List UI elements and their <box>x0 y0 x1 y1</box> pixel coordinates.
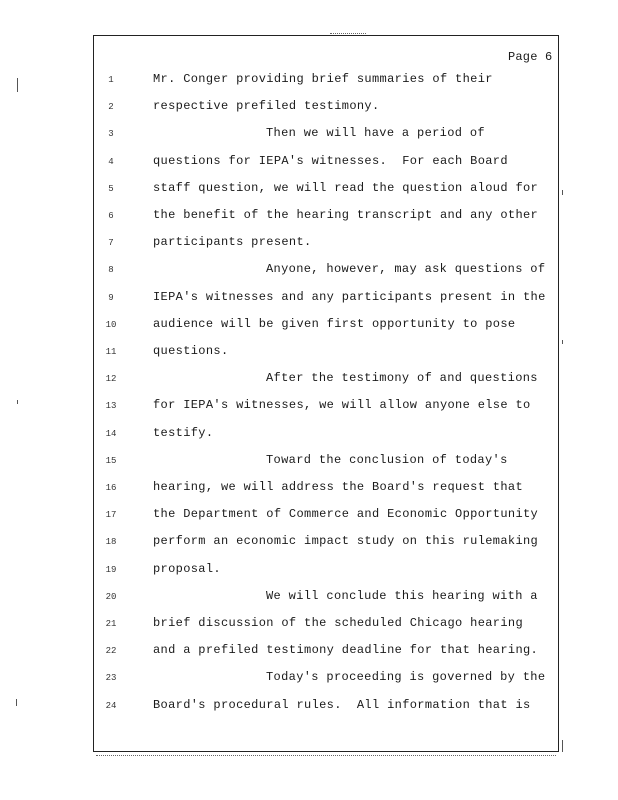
line-text: testify. <box>153 425 214 440</box>
line-text: Toward the conclusion of today's <box>266 452 508 467</box>
line-number: 5 <box>108 183 114 194</box>
line-number: 4 <box>108 156 114 167</box>
line-number: 1 <box>108 75 114 85</box>
transcript-line <box>0 290 618 308</box>
line-number: 3 <box>108 129 114 140</box>
line-text: IEPA's witnesses and any participants present in the <box>153 289 546 304</box>
line-text: staff question, we will read the question aloud for <box>153 180 539 195</box>
line-number: 7 <box>108 238 114 249</box>
line-text: participants present. <box>153 235 312 250</box>
transcript-line <box>0 453 618 471</box>
line-number: 2 <box>108 102 114 113</box>
line-text: audience will be given first opportunity to pose <box>153 316 516 331</box>
line-number: 16 <box>105 483 117 493</box>
transcript-line <box>0 426 618 444</box>
line-number: 18 <box>105 537 117 548</box>
line-text: respective prefiled testimony. <box>153 99 380 114</box>
transcript-line <box>0 480 618 498</box>
line-number: 10 <box>105 319 117 330</box>
line-number: 22 <box>105 646 117 657</box>
transcript-line <box>0 344 618 362</box>
transcript-line <box>0 670 618 688</box>
line-text: and a prefiled testimony deadline for that hearing. <box>153 643 539 658</box>
line-text: Anyone, however, may ask questions of <box>266 262 546 277</box>
line-number: 8 <box>108 265 114 276</box>
transcript-line <box>0 208 618 226</box>
line-text: Today's proceeding is governed by the <box>266 670 546 685</box>
transcript-line <box>0 616 618 634</box>
line-text: questions for IEPA's witnesses. For each Board <box>153 153 508 168</box>
transcript-line <box>0 371 618 389</box>
line-number: 24 <box>105 700 117 711</box>
line-text: Then we will have a period of <box>266 126 485 141</box>
line-text: perform an economic impact study on this rulemaking <box>153 534 539 549</box>
line-text: Mr. Conger providing brief summaries of their <box>153 72 493 86</box>
line-number: 6 <box>108 211 114 221</box>
line-text: After the testimony of and questions <box>266 371 538 386</box>
transcript-line <box>0 235 618 253</box>
scan-artifact-bottom <box>96 755 556 757</box>
page-number: Page 6 <box>508 50 553 64</box>
scan-artifact-top <box>330 33 366 35</box>
transcript-line <box>0 181 618 199</box>
line-number: 9 <box>108 292 114 303</box>
transcript-line <box>0 643 618 661</box>
transcript-line <box>0 398 618 416</box>
transcript-line <box>0 534 618 552</box>
scan-artifact-right-2 <box>562 340 563 344</box>
line-text: brief discussion of the scheduled Chicago hearing <box>153 616 524 630</box>
scan-artifact-left-3 <box>16 699 17 706</box>
line-number: 17 <box>105 510 117 521</box>
line-number: 20 <box>105 591 117 602</box>
transcript-line <box>0 698 618 716</box>
transcript-line <box>0 589 618 607</box>
scan-artifact-left-2 <box>17 400 18 404</box>
line-number: 14 <box>105 428 117 439</box>
line-number: 11 <box>105 347 117 357</box>
transcript-line <box>0 72 618 90</box>
scan-artifact-right-3 <box>562 740 563 752</box>
line-number: 23 <box>105 673 117 684</box>
line-text: Board's procedural rules. All information that is <box>153 697 531 712</box>
line-text: the Department of Commerce and Economic Opportunity <box>153 507 539 522</box>
line-number: 19 <box>105 564 117 575</box>
line-number: 15 <box>105 455 117 466</box>
transcript-line <box>0 154 618 172</box>
line-number: 21 <box>105 619 117 629</box>
transcript-line <box>0 262 618 280</box>
transcript-line <box>0 99 618 117</box>
line-text: proposal. <box>153 561 221 576</box>
line-number: 13 <box>105 401 117 412</box>
line-text: the benefit of the hearing transcript and any other <box>153 208 539 222</box>
scan-artifact-right-1 <box>562 190 563 195</box>
transcript-line <box>0 317 618 335</box>
transcript-line <box>0 126 618 144</box>
line-text: questions. <box>153 344 229 358</box>
line-number: 12 <box>105 374 117 385</box>
line-text: hearing, we will address the Board's request that <box>153 480 524 494</box>
scan-artifact-left-1 <box>17 78 18 92</box>
line-text: for IEPA's witnesses, we will allow anyone else to <box>153 398 531 413</box>
line-text: We will conclude this hearing with a <box>266 588 538 603</box>
transcript-line <box>0 507 618 525</box>
transcript-line <box>0 562 618 580</box>
